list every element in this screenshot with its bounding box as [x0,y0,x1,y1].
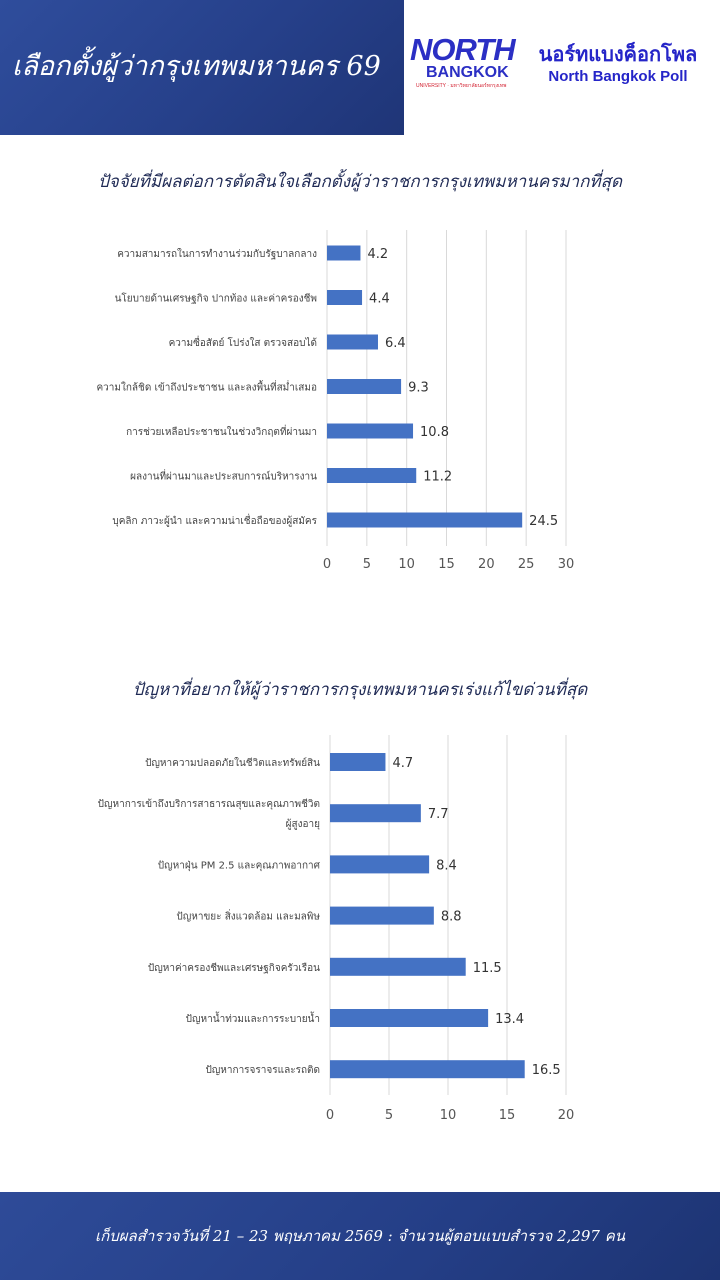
chart2-category-label: ปัญหาน้ำท่วมและการระบายน้ำ [185,1014,320,1025]
chart1-data-label: 24.5 [529,514,559,529]
chart1-x-tick-label: 30 [557,557,575,572]
logo-north-text: NORTH [410,32,515,67]
chart2-bar [330,1060,525,1078]
chart1-bar [327,335,378,350]
logo-university-text: UNIVERSITY · มหาวิทยาลัยนอร์ทกรุงเทพ [416,83,507,89]
chart1-bar [327,424,413,439]
chart2-data-label: 8.8 [440,909,462,925]
chart1-x-tick-label: 15 [438,557,455,572]
survey-info: เก็บผลสำรวจวันที่ 21 – 23 พฤษภาคม 2569 : จำนวนผู้ตอบแบบสำรวจ 2,297 คน [94,1227,626,1245]
chart1-category-label: ความใกล้ชิด เข้าถึงประชาชน และลงพื้นที่สม่ำเสมอ [96,382,317,394]
poll-name-english: North Bangkok Poll [548,68,688,85]
chart1-category-label: บุคลิก ภาวะผู้นำ และความน่าเชื่อถือของผู้สมัคร [112,516,317,527]
chart2-x-tick-label: 20 [557,1108,575,1123]
factors-bar-chart [0,228,720,578]
header-band [0,0,404,135]
poll-name-thai: นอร์ทแบงค็อกโพล [538,42,698,66]
north-bangkok-logo [410,32,515,90]
chart1-bar [327,290,362,305]
problems-bar-chart [0,733,720,1128]
chart1-x-tick-label: 20 [478,557,495,572]
logo-bangkok-text: BANGKOK [426,64,509,81]
chart1-data-label: 11.2 [423,469,453,485]
chart1-category-label: ความซื่อสัตย์ โปร่งใส ตรวจสอบได้ [168,338,317,349]
footer-band [0,1192,720,1280]
chart1-x-tick-label: 5 [362,557,371,572]
chart2-category-label: ปัญหาค่าครองชีพและเศรษฐกิจครัวเรือน [147,962,320,974]
chart1-category-label: นโยบายด้านเศรษฐกิจ ปากท้อง และค่าครองชีพ [114,293,317,305]
chart2-category-label: ปัญหาฝุ่น PM 2.5 และคุณภาพอากาศ [157,860,320,872]
chart2-x-tick-label: 5 [384,1108,394,1123]
chart2-category-label: ผู้สูงอายุ [285,819,320,831]
chart1-bar [327,379,401,394]
chart2-category-label: ปัญหาการเข้าถึงบริการสาธารณสุขและคุณภาพชีวิต [97,799,320,811]
chart1-bar [327,246,360,261]
chart1-data-label: 10.8 [420,425,449,440]
chart1-bar [327,468,416,483]
chart2-title: ปัญหาที่อยากให้ผู้ว่าราชการกรุงเทพมหานครเร่งแก้ไขด่วนที่สุด [132,680,588,700]
chart1-data-label: 4.4 [369,291,390,307]
chart1-data-label: 9.3 [408,380,429,396]
chart2-category-label: ปัญหาขยะ สิ่งแวดล้อม และมลพิษ [176,911,320,923]
chart2-bar [330,855,429,873]
chart1-data-label: 6.4 [384,336,406,351]
chart2-x-tick-label: 15 [498,1108,516,1123]
chart2-x-tick-label: 10 [439,1108,457,1123]
chart2-data-label: 13.4 [495,1012,525,1027]
chart2-bar [330,958,466,976]
chart1-x-tick-label: 10 [398,557,415,572]
chart2-data-label: 4.7 [392,756,414,771]
chart1-x-tick-label: 25 [517,557,535,572]
chart2-data-label: 7.7 [427,807,449,823]
chart2-data-label: 8.4 [436,858,457,874]
chart2-bar [330,753,385,771]
chart2-bar [330,804,421,822]
page-title: เลือกตั้งผู้ว่ากรุงเทพมหานคร 69 [12,51,381,82]
chart2-category-label: ปัญหาความปลอดภัยในชีวิตและทรัพย์สิน [145,758,320,769]
chart1-category-label: การช่วยเหลือประชาชนในช่วงวิกฤตที่ผ่านมา [126,427,317,438]
chart1-x-tick-label: 0 [322,557,332,572]
chart1-title: ปัจจัยที่มีผลต่อการตัดสินใจเลือกตั้งผู้ว่าราชการกรุงเทพมหานครมากที่สุด [97,172,623,192]
chart2-x-tick-label: 0 [325,1108,335,1123]
chart1-bar [327,513,522,528]
chart2-bar [330,1009,488,1027]
chart2-category-label: ปัญหาการจราจรและรถติด [205,1065,320,1077]
chart2-data-label: 16.5 [531,1063,561,1079]
chart2-data-label: 11.5 [472,960,502,976]
chart2-bar [330,907,434,925]
chart1-category-label: ความสามารถในการทำงานร่วมกับรัฐบาลกลาง [117,249,317,260]
chart1-data-label: 4.2 [367,247,389,262]
chart1-category-label: ผลงานที่ผ่านมาและประสบการณ์บริหารงาน [130,471,317,483]
